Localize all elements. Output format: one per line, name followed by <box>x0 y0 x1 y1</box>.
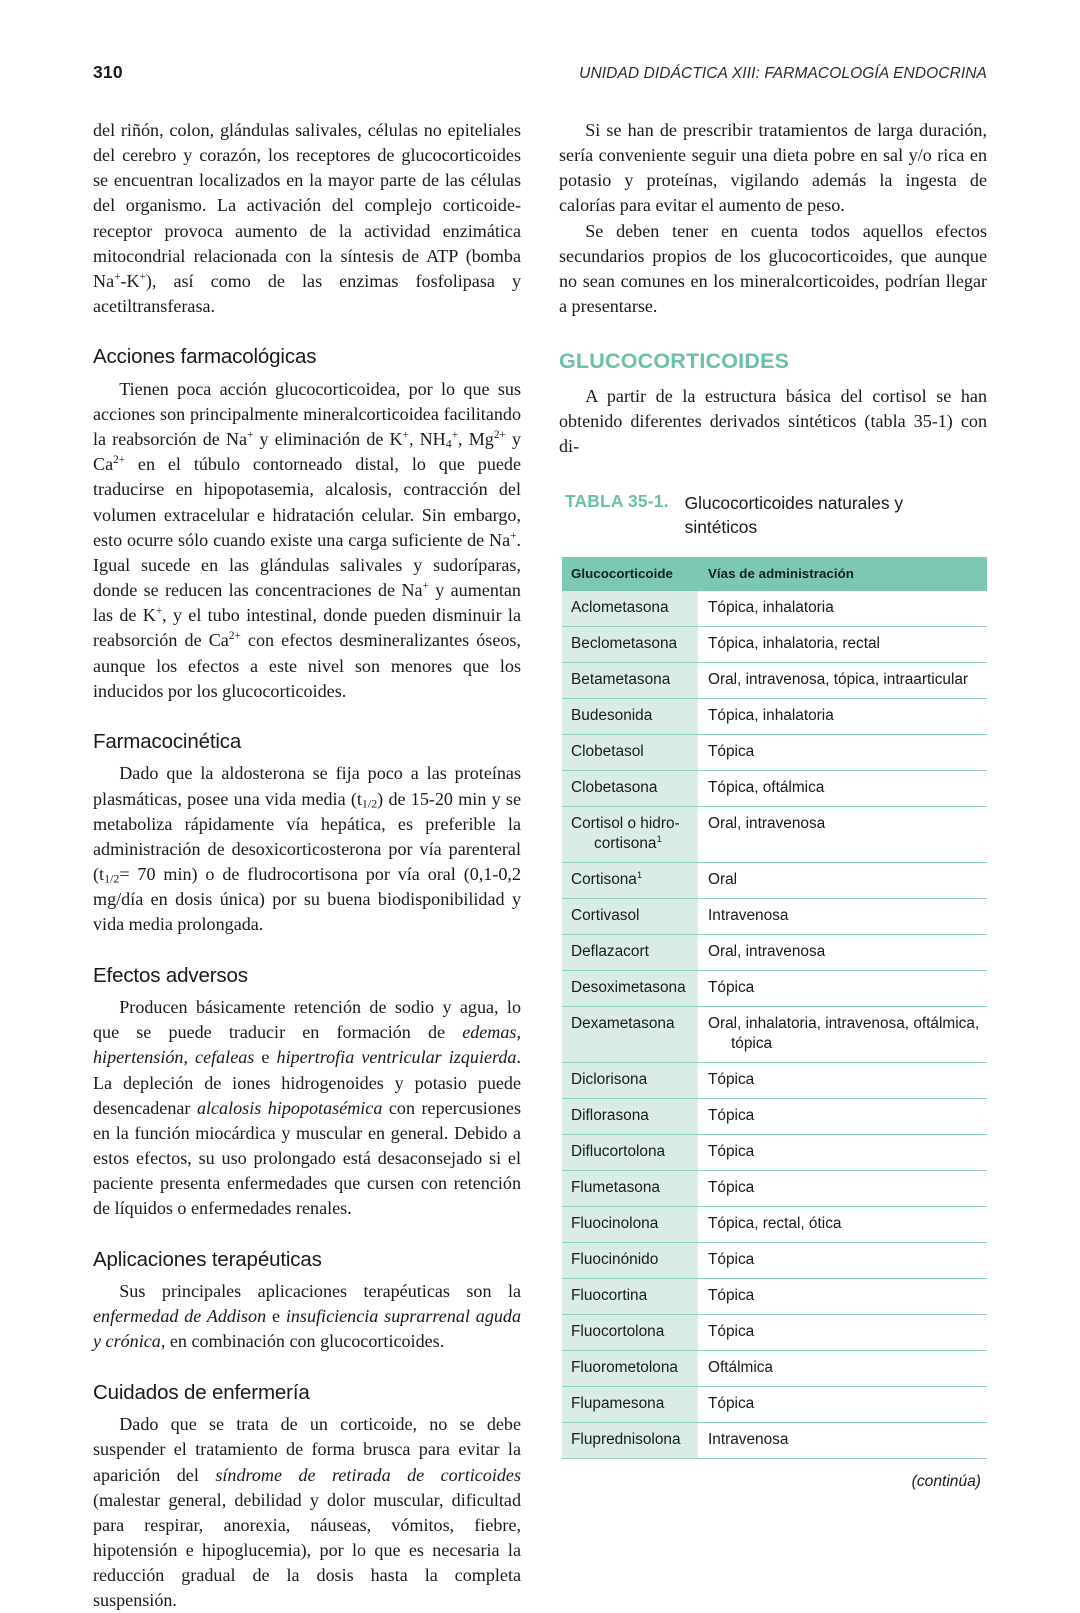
superscript-plus: + <box>155 605 163 618</box>
table-row <box>562 1350 987 1386</box>
acciones-seg10: con efectos desmineralizantes óseos, aunque los efectos a este nivel son menores que los inducidos por los glucocorticoides. <box>93 630 521 701</box>
left-column <box>93 118 521 1613</box>
running-title: UNIDAD DIDÁCTICA XIII: FARMACOLOGÍA ENDOCRINA <box>579 65 987 82</box>
table-row <box>562 698 987 734</box>
superscript-2plus: 2+ <box>228 630 241 643</box>
aplic-seg2: e <box>266 1306 286 1327</box>
acciones-seg6: en el túbulo contorneado distal, lo que puede traducirse en hipopotasemia, alcalosis, contracción del volumen extracelular e hidratación celular. Sin embargo, esto ocurre sólo cuando existe una carga suficiente de Na <box>93 454 521 550</box>
efectos-seg1: Producen básicamente retención de sodio y agua, lo que se puede traducir en formación de <box>93 997 521 1043</box>
heading-farmacocinetica: Farmacocinética <box>93 729 242 753</box>
table-row <box>562 734 987 770</box>
acciones-seg1: Tienen poca acción glucocorticoidea, por lo que sus acciones son principalmente mineralcorticoidea facilitando la reabsorción de Na <box>93 378 521 450</box>
cell-drug-line2 <box>571 834 689 854</box>
table-row <box>562 970 987 1006</box>
cell-drug: Fluocinónido <box>562 1242 698 1278</box>
cell-route: Oral, intravenosa <box>698 806 987 862</box>
superscript-2plus: 2+ <box>113 454 126 467</box>
emphasis-addison: enfermedad de Addison <box>93 1306 267 1327</box>
heading-acciones-farmacologicas: Acciones farmacológicas <box>93 345 317 369</box>
acciones-seg3: , NH <box>408 429 446 450</box>
cell-drug: Deflazacort <box>562 934 698 970</box>
table-row <box>562 1006 987 1062</box>
subscript-half-life: 1/2 <box>104 871 120 886</box>
cell-drug: Fluorometolona <box>562 1350 698 1386</box>
cell-route: Tópica <box>698 1098 987 1134</box>
cell-route: Tópica, rectal, ótica <box>698 1206 987 1242</box>
table-body <box>562 591 987 1459</box>
cell-route: Oftálmica <box>698 1350 987 1386</box>
emphasis-insuficiencia: insuficiencia suprarrenal aguda y crónica, <box>93 1306 522 1352</box>
cell-drug: Desoximetasona <box>562 970 698 1006</box>
cell-drug: Budesonida <box>562 698 698 734</box>
cell-route: Tópica, inhalatoria, rectal <box>698 626 987 662</box>
cell-drug-line1: Cortisol o hidro- <box>571 814 680 832</box>
acciones-seg8: y aumentan las de K <box>93 580 521 626</box>
cell-drug: Flumetasona <box>562 1170 698 1206</box>
cuidados-seg2: (malestar general, debilidad y dolor muscular, dificultad para respirar, anorexia, náuseas, vómitos, fiebre, hipotensión e hipoglucemia), por lo que es necesaria la reducción gradual de la dosis hasta la completa suspensión. <box>93 1489 521 1611</box>
superscript-plus: + <box>139 270 146 283</box>
acciones-seg2: y eliminación de K <box>253 429 403 450</box>
cell-route: Tópica, inhalatoria <box>698 591 987 627</box>
cell-drug: Fluocinolona <box>562 1206 698 1242</box>
paragraph-derivados-sinteticos: A partir de la estructura básica del cortisol se han obtenido diferentes derivados sintéticos (tabla 35-1) con di- <box>559 386 987 457</box>
superscript-2plus: 2+ <box>493 429 506 442</box>
cuidados-seg1: Dado que se trata de un corticoide, no se debe suspender el tratamiento de forma brusca para evitar la aparición del <box>93 1414 521 1485</box>
page-number: 310 <box>93 62 123 82</box>
table-row <box>562 1314 987 1350</box>
heading-glucocorticoides: GLUCOCORTICOIDES <box>559 349 790 374</box>
cell-drug <box>562 806 698 862</box>
cell-drug: Clobetasol <box>562 734 698 770</box>
cell-drug: Fluprednisolona <box>562 1422 698 1458</box>
paragraph-intro-tail: ), así como de las enzimas fosfolipasa y acetiltransferasa. <box>93 270 521 317</box>
cell-drug: Dexametasona <box>562 1006 698 1062</box>
efectos-seg3: . La depleción de iones hidrogenoides y potasio puede desencadenar <box>93 1047 521 1118</box>
heading-efectos-adversos: Efectos adversos <box>93 963 248 987</box>
paragraph-farmacocinetica <box>93 761 521 937</box>
cell-route: Tópica <box>698 1134 987 1170</box>
cell-drug: Clobetasona <box>562 770 698 806</box>
subscript-four: 4 <box>445 436 452 451</box>
efectos-seg4: con repercusiones en la función miocárdica y muscular en general. Debido a estos efectos, su uso prolongado está desaconsejado si el paciente presenta enfermedades que cursen con retención de líquidos o enfermedades renales. <box>93 1097 521 1219</box>
cell-drug-text: Cortisona <box>571 870 637 888</box>
superscript-plus: + <box>510 529 517 542</box>
paragraph-efectos-secundarios: Se deben tener en cuenta todos aquellos efectos secundarios propios de los glucocorticoides, que aunque no sean comunes en los mineralcorticoides, podrían llegar a presentarse. <box>559 220 987 317</box>
table-caption-label: TABLA 35-1. <box>565 490 669 511</box>
table-row <box>562 898 987 934</box>
table-row <box>562 1386 987 1422</box>
column-header-vias: Vías de administración <box>698 557 987 591</box>
paragraph-intro-text: del riñón, colon, glándulas salivales, células no epiteliales del cerebro y corazón, los receptores de glucocorticoides se encuentran localizados en la mayor parte de las células del organismo. La activación del complejo corticoide-receptor provoca aumento de la actividad enzimática mitocondrial relacionada con la síntesis de ATP (bomba Na <box>93 120 521 291</box>
cell-route: Tópica <box>698 1062 987 1098</box>
acciones-seg7: . Igual sucede en las glándulas salivales y sudoríparas, donde se reducen las concentraciones de Na <box>93 529 521 601</box>
farmaco-seg2: ) de 15-20 min y se metaboliza rápidamente vía hepática, es preferible la administración de desoxicorticosterona por vía parenteral (t <box>93 788 521 885</box>
table-row <box>562 1062 987 1098</box>
table-row <box>562 1098 987 1134</box>
cell-drug: Diflorasona <box>562 1098 698 1134</box>
glucocorticoids-table <box>562 557 987 1459</box>
farmaco-seg1: Dado que la aldosterona se fija poco a las proteínas plasmáticas, posee una vida media (t <box>93 763 521 809</box>
emphasis-sindrome-retirada: síndrome de retirada de corticoides <box>215 1464 521 1485</box>
table-row <box>562 934 987 970</box>
heading-aplicaciones-terapeuticas: Aplicaciones terapéuticas <box>93 1247 322 1271</box>
table-row <box>562 1206 987 1242</box>
cell-route: Intravenosa <box>698 1422 987 1458</box>
superscript-plus: + <box>247 429 254 442</box>
table-block <box>559 491 987 1491</box>
paragraph-acciones <box>93 377 521 704</box>
column-header-glucocorticoide: Glucocorticoide <box>562 557 698 591</box>
cell-drug: Beclometasona <box>562 626 698 662</box>
cell-route: Oral, intravenosa, tópica, intraarticular <box>698 662 987 698</box>
cell-route: Tópica, inhalatoria <box>698 698 987 734</box>
emphasis-alcalosis: alcalosis hipopotasémica <box>196 1097 383 1118</box>
paragraph-tratamientos: Si se han de prescribir tratamientos de larga duración, sería conveniente seguir una dieta pobre en sal y/o rica en potasio y proteínas, vigilando además la ingesta de calorías para evitar el aumento de peso. <box>559 120 987 216</box>
cell-route-line2: tópica <box>731 1034 773 1052</box>
table-caption-text: Glucocorticoides naturales y sintéticos <box>684 492 904 538</box>
table-row <box>562 1170 987 1206</box>
efectos-seg2: e <box>254 1047 277 1068</box>
cell-route: Tópica <box>698 1170 987 1206</box>
aplic-seg3: en combinación con glucocorticoides. <box>165 1331 445 1352</box>
table-caption <box>565 491 987 540</box>
subscript-half-life: 1/2 <box>361 796 378 811</box>
cell-route <box>698 1006 987 1062</box>
table-row <box>562 1242 987 1278</box>
footnote-marker: 1 <box>656 833 662 845</box>
emphasis-edemas: edemas, hipertensión, cefaleas <box>93 1022 521 1068</box>
footnote-marker: 1 <box>636 869 643 881</box>
table-row <box>562 1278 987 1314</box>
cell-drug: Betametasona <box>562 662 698 698</box>
emphasis-hipertrofia: hipertrofia ventricular izquierda <box>276 1047 517 1068</box>
paragraph-aplicaciones <box>93 1279 521 1354</box>
cell-drug: Diclorisona <box>562 1062 698 1098</box>
table-row <box>562 862 987 898</box>
paragraph-efectos-adversos <box>93 995 521 1221</box>
right-column <box>559 118 987 1491</box>
table-continues-note: (continúa) <box>911 1472 981 1490</box>
running-head <box>93 62 987 88</box>
cell-route: Tópica <box>698 1386 987 1422</box>
superscript-plus: + <box>402 429 409 442</box>
cell-route-line1: Oral, inhalatoria, intravenosa, oftálmica, <box>708 1014 980 1032</box>
cell-drug: Fluocortolona <box>562 1314 698 1350</box>
table-row <box>562 806 987 862</box>
table-row <box>562 662 987 698</box>
cell-route: Tópica, oftálmica <box>698 770 987 806</box>
farmaco-seg3: = 70 min) o de fludrocortisona por vía oral (0,1-0,2 mg/día en dosis única) por su buena biodisponibilidad y vida media prolongada. <box>93 864 521 935</box>
aplic-seg1: Sus principales aplicaciones terapéuticas son la <box>119 1281 521 1302</box>
cell-drug <box>562 862 698 898</box>
table-header <box>562 557 987 591</box>
table-row <box>562 1422 987 1458</box>
cell-route: Tópica <box>698 970 987 1006</box>
cell-route: Oral <box>698 862 987 898</box>
cell-drug: Fluocortina <box>562 1278 698 1314</box>
cell-route: Tópica <box>698 1242 987 1278</box>
cell-drug: Aclometasona <box>562 591 698 627</box>
cell-route: Tópica <box>698 1278 987 1314</box>
table-header-row <box>562 557 987 591</box>
cell-route: Tópica <box>698 734 987 770</box>
paragraph-intro: del riñón, colon, glándulas salivales, células no epiteliales del cerebro y corazón, los receptores de glucocorticoides se encuentran localizados en la mayor parte de las células del organismo. La activación del complejo corticoide-receptor provoca aumento de la actividad enzimática mitocondrial relacionada con la síntesis de ATP (bomba Na+-K+), así como de las enzimas fosfolipasa y acetiltransferasa. <box>93 120 521 317</box>
acciones-seg9: , y el tubo intestinal, donde pueden disminuir la reabsorción de Ca <box>93 605 521 651</box>
cell-route: Oral, intravenosa <box>698 934 987 970</box>
superscript-plus: + <box>451 429 459 442</box>
acciones-seg4: , Mg <box>458 429 494 450</box>
table-row <box>562 770 987 806</box>
table-row <box>562 626 987 662</box>
superscript-plus: + <box>114 270 121 283</box>
cell-route: Intravenosa <box>698 898 987 934</box>
superscript-plus: + <box>422 580 429 593</box>
table-row <box>562 1134 987 1170</box>
acciones-seg5: y Ca <box>93 429 521 475</box>
paragraph-cuidados <box>93 1412 521 1613</box>
cell-drug: Cortivasol <box>562 898 698 934</box>
cell-drug: Flupamesona <box>562 1386 698 1422</box>
table-row <box>562 591 987 627</box>
cell-route: Tópica <box>698 1314 987 1350</box>
heading-cuidados-enfermeria: Cuidados de enfermería <box>93 1380 310 1404</box>
cell-drug: Diflucortolona <box>562 1134 698 1170</box>
cell-drug-line2-text: cortisona <box>594 834 657 852</box>
